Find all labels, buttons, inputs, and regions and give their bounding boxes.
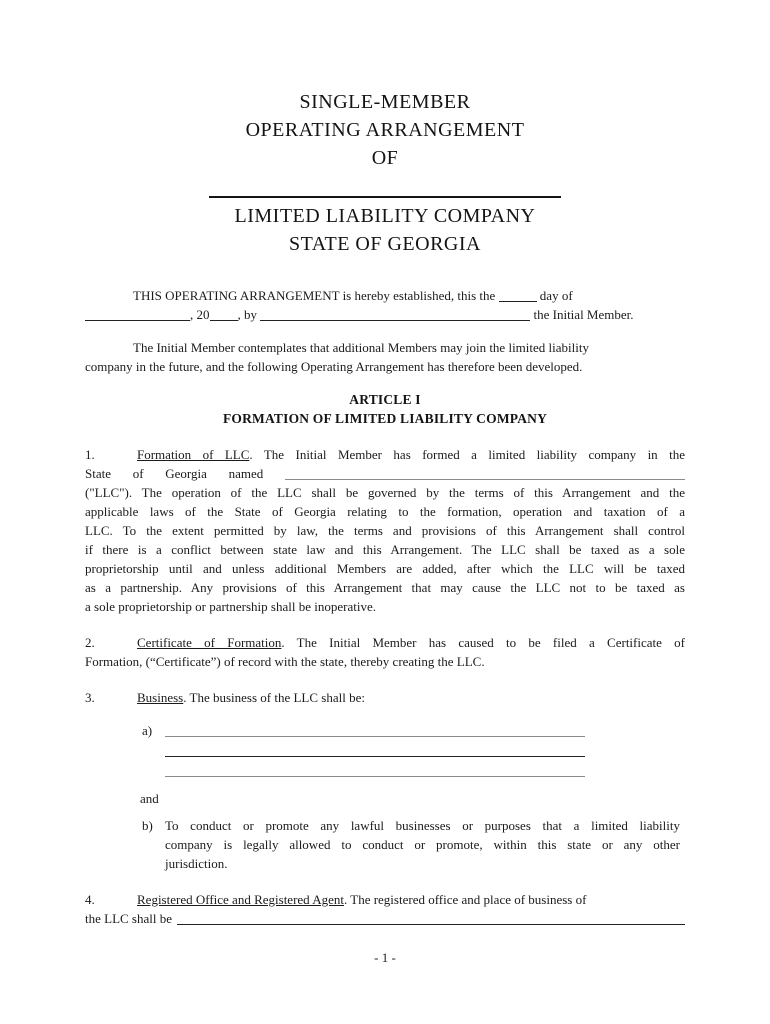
section-3-number: 3. bbox=[85, 690, 95, 705]
business-blank-3 bbox=[165, 764, 585, 777]
section-1-line-8 bbox=[85, 578, 685, 597]
article-1-heading-line-1: ARTICLE I bbox=[349, 392, 421, 407]
member-name-blank bbox=[260, 308, 530, 321]
item-b-text: To conduct or promote any lawful businesses or purposes that a limited liability bbox=[165, 818, 680, 833]
section-1-line-4 bbox=[85, 502, 685, 521]
opening-text-1: THIS OPERATING ARRANGEMENT is hereby established, this the bbox=[133, 288, 496, 303]
opening-text-5: the Initial Member. bbox=[533, 307, 634, 322]
section-1-line-6 bbox=[85, 540, 685, 559]
section-1-line-1 bbox=[85, 445, 685, 464]
item-b-line-3 bbox=[165, 854, 680, 873]
title-line-2: OPERATING ARRANGEMENT bbox=[245, 119, 525, 141]
recital-text-2: company in the future, and the following Operating Arrangement has therefore been developed. bbox=[85, 359, 583, 374]
section-1-text: a sole proprietorship or partnership shall be inoperative. bbox=[85, 599, 376, 614]
item-b-line-2 bbox=[165, 835, 680, 854]
opening-line-2 bbox=[85, 305, 685, 324]
company-name-blank-line bbox=[209, 194, 561, 198]
registered-office-blank bbox=[177, 909, 685, 925]
section-1-line-7 bbox=[85, 559, 685, 578]
opening-paragraph bbox=[85, 286, 685, 324]
section-1-line-5 bbox=[85, 521, 685, 540]
connector-text: and bbox=[140, 791, 159, 806]
section-1-text: applicable laws of the State of Georgia relating to the formation, operation and taxation of a bbox=[85, 504, 685, 519]
article-1-heading bbox=[85, 390, 685, 428]
section-2-number: 2. bbox=[85, 635, 95, 650]
item-a-row-3 bbox=[142, 761, 685, 781]
section-4-registered-office bbox=[85, 890, 685, 928]
section-4-text: . The registered office and place of business of bbox=[343, 892, 587, 907]
day-blank bbox=[499, 289, 537, 302]
section-1-text: State of Georgia named bbox=[85, 466, 264, 481]
section-1-text: as a partnership. Any provisions of this Arrangement that may cause the LLC not to be taxed as bbox=[85, 580, 685, 595]
section-3-business bbox=[85, 688, 685, 707]
business-item-a bbox=[142, 721, 685, 781]
item-b-text: jurisdiction. bbox=[165, 856, 228, 871]
section-4-line-1 bbox=[85, 890, 685, 909]
item-a-marker: a) bbox=[142, 723, 153, 738]
document-title bbox=[85, 88, 685, 172]
month-blank bbox=[85, 308, 190, 321]
section-1-text: if there is a conflict between state law and this Arrangement. The LLC shall be taxed as a sole bbox=[85, 542, 685, 557]
business-blank-2 bbox=[165, 744, 585, 757]
item-b-marker: b) bbox=[142, 818, 153, 833]
section-1-text: LLC. To the extent permitted by law, the terms and provisions of this Arrangement shall control bbox=[85, 523, 685, 538]
subtitle-line-2: STATE OF GEORGIA bbox=[289, 233, 481, 255]
section-2-certificate bbox=[85, 633, 685, 671]
title-line-3: OF bbox=[371, 147, 399, 169]
opening-text-4: , by bbox=[237, 307, 257, 322]
llc-name-blank bbox=[285, 467, 685, 480]
section-3-line-1 bbox=[85, 688, 685, 707]
section-1-line-3 bbox=[85, 483, 685, 502]
document-content bbox=[85, 0, 685, 928]
section-1-text: . The Initial Member has formed a limited liability company in the bbox=[249, 447, 685, 462]
section-1-text: ("LLC"). The operation of the LLC shall be governed by the terms of this Arrangement and the bbox=[85, 485, 685, 500]
recital-paragraph bbox=[85, 338, 685, 376]
page-number: - 1 - bbox=[374, 950, 396, 965]
section-1-formation bbox=[85, 445, 685, 616]
section-2-line-1 bbox=[85, 633, 685, 652]
section-3-heading: Business bbox=[137, 690, 184, 705]
document-subtitle bbox=[85, 202, 685, 258]
opening-text-2: day of bbox=[539, 288, 573, 303]
opening-line-1 bbox=[85, 286, 685, 305]
section-1-text: proprietorship until and unless additional Members are added, after which the LLC will be taxed bbox=[85, 561, 685, 576]
section-1-line-9 bbox=[85, 597, 685, 616]
section-2-text: Formation, (“Certificate”) of record with the state, thereby creating the LLC. bbox=[85, 654, 485, 669]
section-4-line-2 bbox=[85, 909, 685, 928]
recital-line-1 bbox=[85, 338, 685, 357]
item-b-text: company is legally allowed to conduct or promote, within this state or any other bbox=[165, 837, 680, 852]
section-4-heading: Registered Office and Registered Agent bbox=[137, 892, 344, 907]
recital-line-2 bbox=[85, 357, 685, 376]
article-1-heading-line-2: FORMATION OF LIMITED LIABILITY COMPANY bbox=[222, 411, 548, 426]
title-line-1: SINGLE-MEMBER bbox=[299, 91, 471, 113]
section-1-number: 1. bbox=[85, 447, 95, 462]
business-blank-1 bbox=[165, 724, 585, 737]
opening-text-3: , 20 bbox=[190, 307, 210, 322]
item-a-row-2 bbox=[142, 741, 685, 761]
section-3-text: . The business of the LLC shall be: bbox=[183, 690, 365, 705]
section-2-text: . The Initial Member has caused to be filed a Certificate of bbox=[281, 635, 685, 650]
subtitle-line-1: LIMITED LIABILITY COMPANY bbox=[234, 205, 536, 227]
section-2-line-2 bbox=[85, 652, 685, 671]
business-item-b bbox=[142, 816, 680, 873]
item-b-line-1 bbox=[165, 816, 680, 835]
recital-text-1: The Initial Member contemplates that additional Members may join the limited liability bbox=[133, 340, 589, 355]
section-1-line-2 bbox=[85, 464, 685, 483]
section-2-heading: Certificate of Formation bbox=[137, 635, 282, 650]
year-blank bbox=[210, 308, 238, 321]
section-4-text: the LLC shall be bbox=[85, 911, 173, 926]
section-4-number: 4. bbox=[85, 892, 95, 907]
item-a-row-1 bbox=[142, 721, 685, 741]
list-connector bbox=[140, 789, 685, 808]
section-1-heading: Formation of LLC bbox=[137, 447, 250, 462]
